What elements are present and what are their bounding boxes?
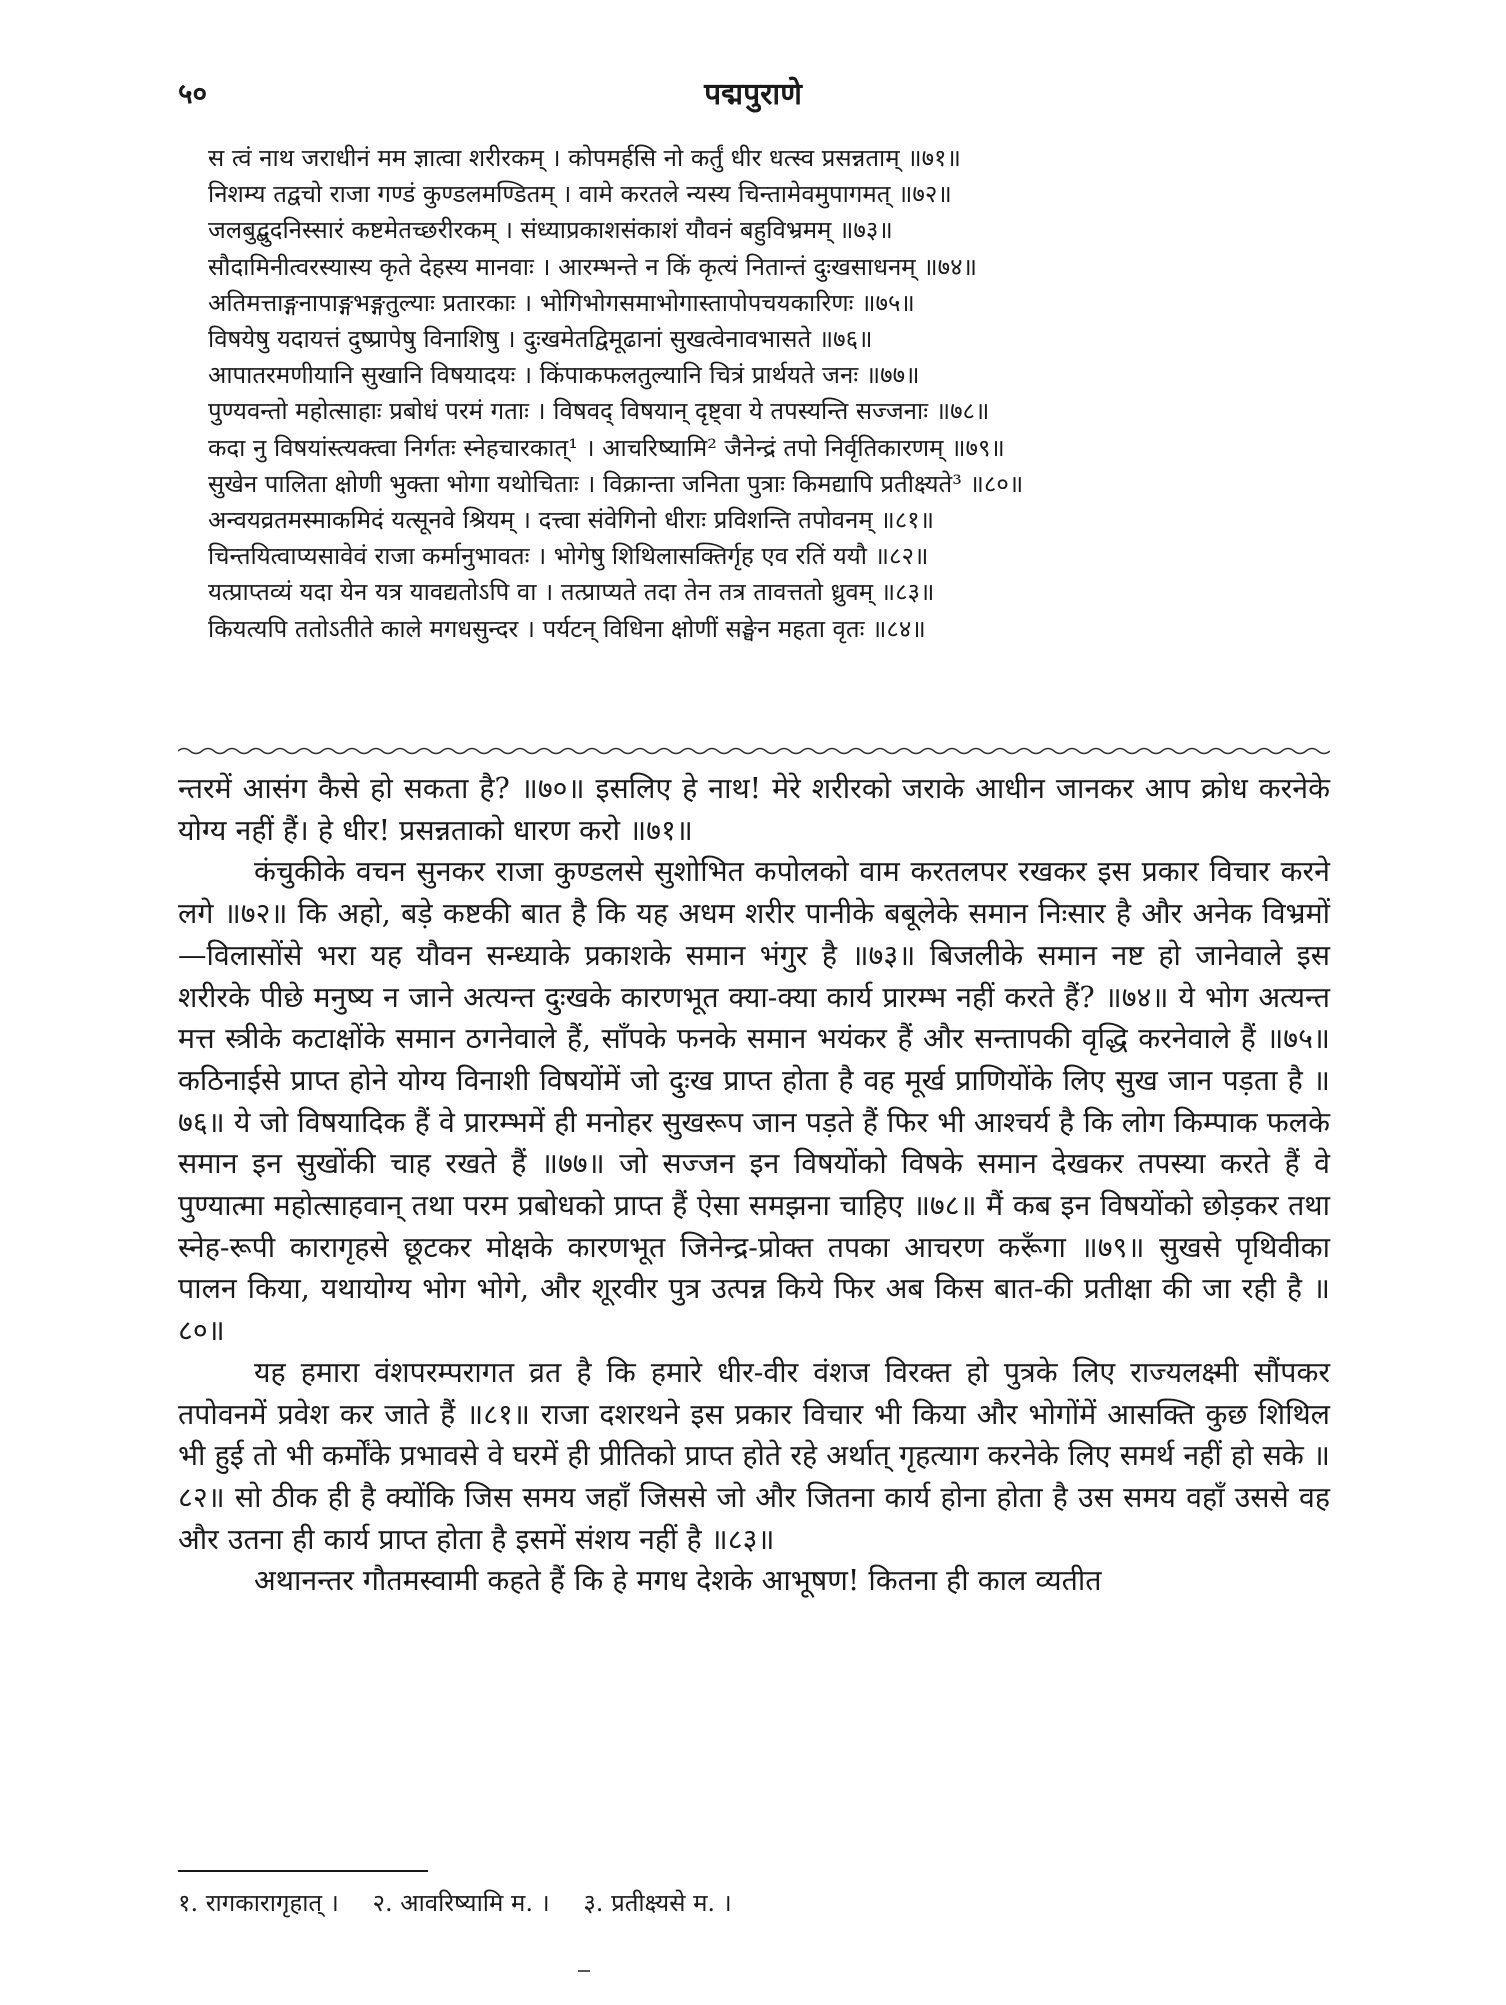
wavy-divider <box>178 745 1330 757</box>
translation-paragraph: कंचुकीके वचन सुनकर राजा कुण्डलसे सुशोभित कपोलको वाम करतलपर रखकर इस प्रकार विचार करने लगे ॥७२॥ कि अहो, बड़े कष्टकी बात है कि यह अधम शरीर पानीके बबूलेके समान निःसार है और अनेक विभ्रमों—विलासोंसे भरा यह यौवन सन्ध्याके प्रकाशके समान भंगुर है ॥७३॥ बिजलीके समान नष्ट हो जानेवाले इस शरीरके पीछे मनुष्य न जाने अत्यन्त दुःखके कारणभूत क्या-क्या कार्य प्रारम्भ नहीं करते हैं? ॥७४॥ ये भोग अत्यन्त मत्त स्त्रीके कटाक्षोंके समान ठगनेवाले हैं, साँपके फनके समान भयंकर हैं और सन्तापकी वृद्धि करनेवाले हैं ॥७५॥ कठिनाईसे प्राप्त होने योग्य विनाशी विषयोंमें जो दुःख प्राप्त होता है वह मूर्ख प्राणियोंके लिए सुख जान पड़ता है ॥७६॥ ये जो विषयादिक हैं वे प्रारम्भमें ही मनोहर सुखरूप जान पड़ते हैं फिर भी आश्चर्य है कि लोग किम्पाक फलके समान इन सुखोंकी चाह रखते हैं ॥७७॥ जो सज्जन इन विषयोंको विषके समान देखकर तपस्या करते हैं वे पुण्यात्मा महोत्साहवान् तथा परम प्रबोधको प्राप्त हैं ऐसा समझना चाहिए ॥७८॥ मैं कब इन विषयोंको छोड़कर तथा स्नेह-रूपी कारागृहसे छूटकर मोक्षके कारणभूत जिनेन्द्र-प्रोक्त तपका आचरण करूँगा ॥७९॥ सुखसे पृथिवीका पालन किया, यथायोग्य भोग भोगे, और शूरवीर पुत्र उत्पन्न किये फिर अब किस बात-की प्रतीक्षा की जा रही है ॥८०॥ <box>178 855 1330 1348</box>
verse-line: कदा नु विषयांस्त्यक्त्वा निर्गतः स्नेहचारकात्¹ । आचरिष्यामि² जैनेन्द्रं तपो निर्वृतिकारणम् ॥७९॥ <box>208 433 1005 462</box>
verse-line: अन्वयव्रतमस्माकमिदं यत्सूनवे श्रियम् । दत्त्वा संवेगिनो धीराः प्रविशन्ति तपोवनम् ॥८१॥ <box>208 506 935 535</box>
translation-paragraph: अथानन्तर गौतमस्वामी कहते हैं कि हे मगध देशके आभूषण! कितना ही काल व्यतीत <box>254 1564 1102 1598</box>
verse-line: सुखेन पालिता क्षोणी भुक्ता भोगा यथोचिताः । विक्रान्ता जनिता पुत्राः किमद्यापि प्रतीक्ष्यते³ ॥८०॥ <box>208 469 1024 498</box>
footnote: २. आवरिष्यामि म. । <box>372 1889 550 1917</box>
page-number: ५० <box>178 77 208 110</box>
verse-line: स त्वं नाथ जराधीनं मम ज्ञात्वा शरीरकम् । कोपमर्हसि नो कर्तुं धीर धत्स्व प्रसन्नताम् ॥७१॥ <box>208 144 961 172</box>
footnotes <box>178 1886 1330 1920</box>
verse-line: निशम्य तद्वचो राजा गण्डं कुण्डलमण्डितम् । वामे करतले न्यस्य चिन्तामेवमुपागमत् ॥७२॥ <box>208 180 952 209</box>
verse-line: आपातरमणीयानि सुखानि विषयादयः । किंपाकफलतुल्यानि चित्रं प्रार्थयते जनः ॥७७॥ <box>208 361 920 390</box>
footnote: १. रागकारागृहात् । <box>178 1889 339 1917</box>
verse-line: चिन्तयित्वाप्यसावेवं राजा कर्मानुभावतः । भोगेषु शिथिलासक्तिर्गृह एव रतिं ययौ ॥८२॥ <box>208 542 929 571</box>
hindi-translation <box>178 768 1330 1602</box>
verse-line: अतिमत्ताङ्गनापाङ्गभङ्गतुल्याः प्रतारकाः । भोगिभोगसमाभोगास्तापोपचयकारिणः ॥७५॥ <box>208 288 915 317</box>
verse-line: कियत्यपि ततोऽतीते काले मगधसुन्दर । पर्यटन् विधिना क्षोणीं सङ्घेन महता वृतः ॥८४॥ <box>208 614 926 643</box>
verse-line: पुण्यवन्तो महोत्साहाः प्रबोधं परमं गताः । विषवद् विषयान् दृष्ट्वा ये तपस्यन्ति सज्जनाः ॥७८॥ <box>208 397 990 426</box>
sanskrit-verse-block <box>208 140 1338 647</box>
verse-line: यत्प्राप्तव्यं यदा येन यत्र यावद्यतोऽपि वा । तत्प्राप्यते तदा तेन तत्र तावत्ततो ध्रुवम् ॥८३॥ <box>208 578 935 607</box>
translation-paragraph: यह हमारा वंशपरम्परागत व्रत है कि हमारे धीर-वीर वंशज विरक्त हो पुत्रके लिए राज्यलक्ष्मी सौंपकर तपोवनमें प्रवेश कर जाते हैं ॥८१॥ राजा दशरथने इस प्रकार विचार भी किया और भोगोंमें आसक्ति कुछ शिथिल भी हुई तो भी कर्मोंके प्रभावसे वे घरमें ही प्रीतिको प्राप्त होते रहे अर्थात् गृहत्याग करनेके लिए समर्थ नहीं हो सके ॥८२॥ सो ठीक ही है क्योंकि जिस समय जहाँ जिससे जो और जितना कार्य होना होता है उस समय वहाँ उससे वह और उतना ही कार्य प्राप्त होता है इसमें संशय नहीं है ॥८३॥ <box>178 1355 1330 1556</box>
verse-line: सौदामिनीत्वरस्यास्य कृते देहस्य मानवाः । आरम्भन्ते न किं कृत्यं नितान्तं दुःखसाधनम् ॥७४॥ <box>208 252 977 281</box>
footnote: ३. प्रतीक्ष्यसे म. । <box>583 1889 732 1917</box>
running-title: पद्मपुराणे <box>704 77 802 112</box>
page-mark <box>578 1970 590 1972</box>
verse-line: विषयेषु यदायत्तं दुष्प्रापेषु विनाशिषु । दुःखमेतद्विमूढानां सुखत्वेनावभासते ॥७६॥ <box>208 325 873 354</box>
verse-line: जलबुद्बुदनिस्सारं कष्टमेतच्छरीरकम् । संध्याप्रकाशसंकाशं यौवनं बहुविभ्रमम् ॥७३॥ <box>208 216 893 245</box>
translation-paragraph: न्तरमें आसंग कैसे हो सकता है? ॥७०॥ इसलिए हे नाथ! मेरे शरीरको जराके आधीन जानकर आप क्रोध करनेके योग्य नहीं हैं। हे धीर! प्रसन्नताको धारण करो ॥७१॥ <box>178 772 1330 847</box>
footnote-divider <box>178 1870 428 1872</box>
